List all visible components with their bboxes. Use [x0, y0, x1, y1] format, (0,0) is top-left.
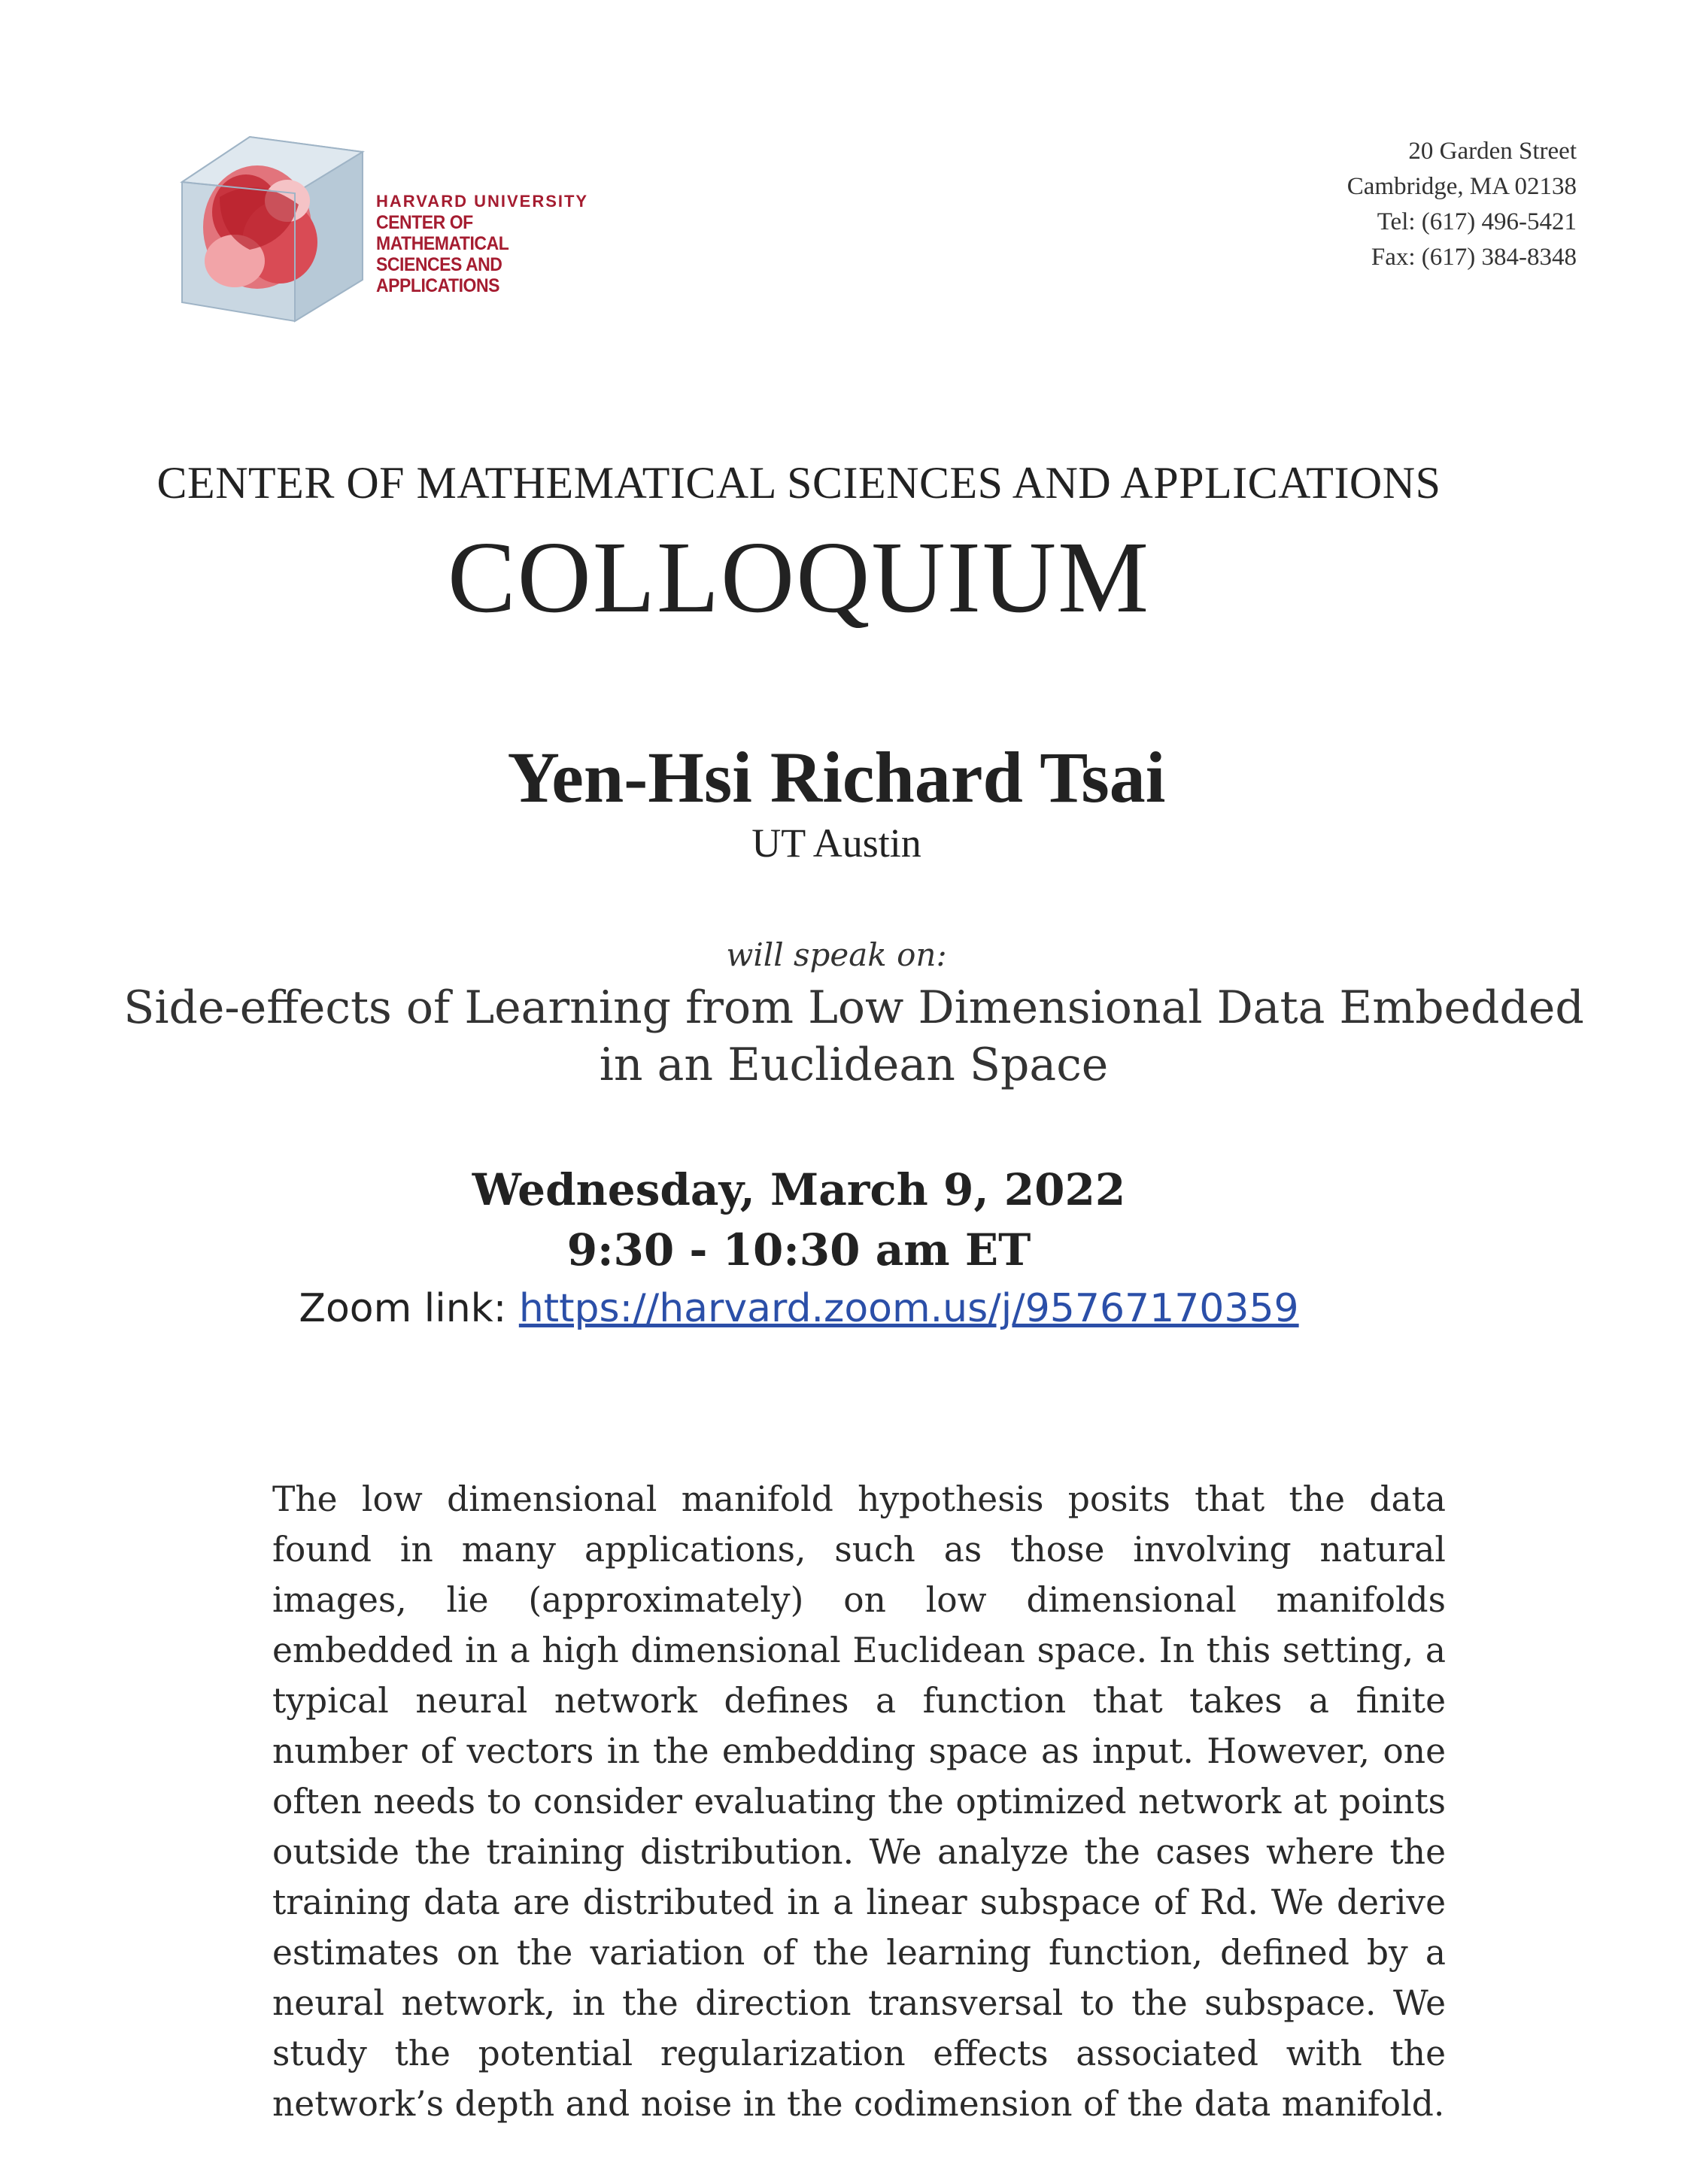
talk-title: Side-effects of Learning from Low Dimensional Data Embedded in an Euclidean Space [123, 981, 1584, 1091]
logo-line-3: SCIENCES AND APPLICATIONS [376, 254, 502, 296]
center-name: CENTER OF MATHEMATICAL SCIENCES AND APPLICATIONS [156, 458, 1441, 508]
address-fax: Fax: (617) 384-8348 [1371, 244, 1577, 271]
will-speak-label: will speak on: [726, 936, 947, 973]
logo-line-2: CENTER OF MATHEMATICAL [376, 212, 509, 254]
event-time: 9:30 - 10:30 am ET [566, 1224, 1031, 1276]
zoom-label: Zoom link: [299, 1286, 507, 1331]
speaker-affiliation: UT Austin [751, 821, 921, 866]
address-tel: Tel: (617) 496-5421 [1377, 208, 1577, 235]
cmsa-logo [175, 129, 626, 325]
logo-wordmark [376, 191, 626, 296]
speaker-name: Yen-Hsi Richard Tsai [507, 737, 1166, 817]
cube-with-red-surface-icon [175, 129, 370, 325]
abstract-paragraph: The low dimensional manifold hypothesis posits that the data found in many applications, such as those involving natural images, lie (approximately) on low dimensional manifolds embedded in a high dimensional Euclidean space. In this setting, a typical neural network defines a function that takes a finite number of vectors in the embedding space as input. However, one often needs to consider evaluating the optimized network at points outside the training distribution. We analyze the cases where the training data are distributed in a linear subspace of Rd. We derive estimates on the variation of the learning function, defined by a neural network, in the direction transversal to the subspace. We study the potential regularization effects associated with the network’s depth and noise in the codimension of the data manifold. [272, 1479, 1446, 2124]
event-date: Wednesday, March 9, 2022 [472, 1164, 1126, 1215]
series-title: COLLOQUIUM [447, 521, 1151, 634]
logo-line-1: HARVARD UNIVERSITY [376, 192, 589, 211]
zoom-line [0, 1286, 1643, 1331]
address-city: Cambridge, MA 02138 [1346, 173, 1577, 200]
address-street: 20 Garden Street [1408, 138, 1577, 165]
zoom-link[interactable]: https://harvard.zoom.us/j/95767170359 [518, 1286, 1299, 1331]
address-block [1347, 134, 1577, 275]
